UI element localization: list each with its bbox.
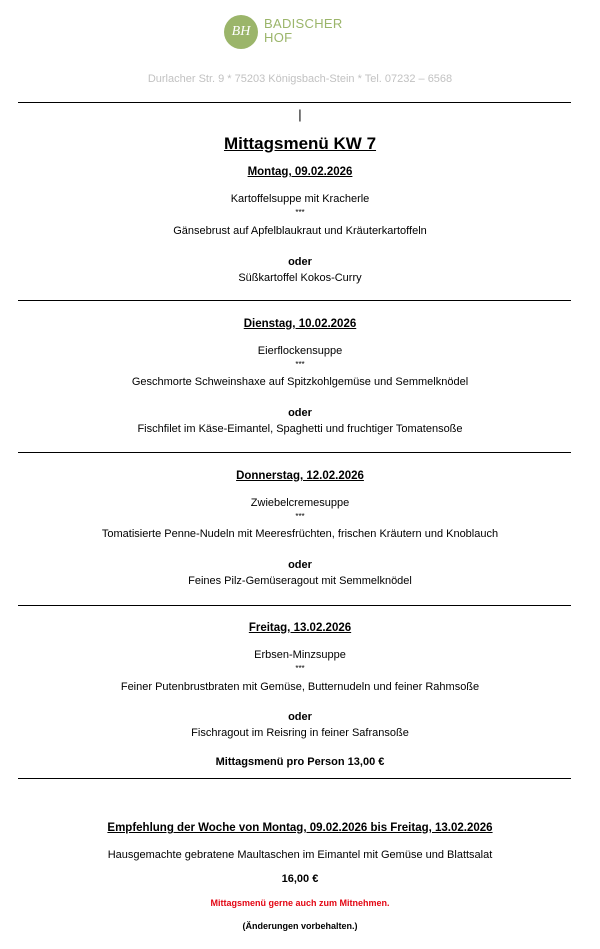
alternative-dish-tuesday: Fischfilet im Käse-Eimantel, Spaghetti und fruchtiger Tomatensoße xyxy=(137,423,463,435)
takeaway-note: Mittagsmenü gerne auch zum Mitnehmen. xyxy=(210,898,390,908)
main-dish-thursday: Tomatisierte Penne-Nudeln mit Meeresfrüchten, frischen Kräutern und Knoblauch xyxy=(101,528,499,540)
disclaimer-note: (Änderungen vorbehalten.) xyxy=(242,921,358,931)
recommendation-price: 16,00 € xyxy=(281,873,319,885)
day-heading-monday: Montag, 09.02.2026 xyxy=(247,166,353,178)
or-label-monday: oder xyxy=(288,256,312,268)
recommendation-heading: Empfehlung der Woche von Montag, 09.02.2026 bis Freitag, 13.02.2026 xyxy=(107,822,493,834)
section-divider xyxy=(18,300,571,301)
section-divider xyxy=(18,452,571,453)
logo-line-2: HOF xyxy=(264,30,293,45)
text-cursor-mark: | xyxy=(298,107,302,122)
logo-monogram: BH xyxy=(224,15,258,49)
address-line: Durlacher Str. 9 * 75203 Königsbach-Stein * Tel. 07232 – 6568 xyxy=(147,73,453,85)
header-divider xyxy=(18,102,571,103)
or-label-friday: oder xyxy=(288,711,312,723)
day-heading-friday: Freitag, 13.02.2026 xyxy=(248,622,352,634)
alternative-dish-friday: Fischragout im Reisring in feiner Safransoße xyxy=(191,727,409,739)
day-heading-thursday: Donnerstag, 12.02.2026 xyxy=(236,470,364,482)
separator-tuesday: *** xyxy=(295,360,305,369)
soup-friday: Erbsen-Minzsuppe xyxy=(254,649,346,661)
separator-friday: *** xyxy=(295,664,305,673)
soup-thursday: Zwiebelcremesuppe xyxy=(250,497,350,509)
main-dish-friday: Feiner Putenbrustbraten mit Gemüse, Butternudeln und feiner Rahmsoße xyxy=(120,681,480,693)
separator-thursday: *** xyxy=(295,512,305,521)
section-divider xyxy=(18,778,571,779)
soup-monday: Kartoffelsuppe mit Kracherle xyxy=(230,193,370,205)
logo xyxy=(224,14,384,50)
menu-price: Mittagsmenü pro Person 13,00 € xyxy=(215,756,385,768)
recommendation-dish: Hausgemachte gebratene Maultaschen im Eimantel mit Gemüse und Blattsalat xyxy=(107,849,493,861)
alternative-dish-thursday: Feines Pilz-Gemüseragout mit Semmelknödel xyxy=(188,575,412,587)
logo-wordmark xyxy=(264,17,343,45)
or-label-tuesday: oder xyxy=(288,407,312,419)
main-dish-tuesday: Geschmorte Schweinshaxe auf Spitzkohlgemüse und Semmelknödel xyxy=(131,376,469,388)
logo-line-1: BADISCHER xyxy=(264,16,343,31)
day-heading-tuesday: Dienstag, 10.02.2026 xyxy=(243,318,357,330)
main-dish-monday: Gänsebrust auf Apfelblaukraut und Kräuterkartoffeln xyxy=(173,225,427,237)
soup-tuesday: Eierflockensuppe xyxy=(257,345,343,357)
or-label-thursday: oder xyxy=(288,559,312,571)
section-divider xyxy=(18,605,571,606)
menu-title: Mittagsmenü KW 7 xyxy=(223,134,377,153)
separator-monday: *** xyxy=(295,208,305,217)
alternative-dish-monday: Süßkartoffel Kokos-Curry xyxy=(238,272,362,284)
